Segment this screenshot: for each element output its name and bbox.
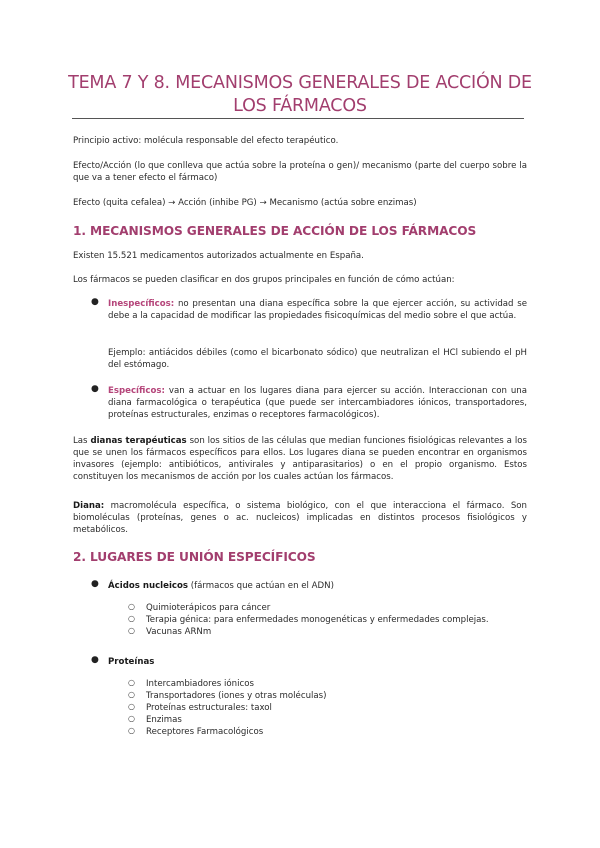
bullet-icon: ● xyxy=(91,579,99,589)
section-1-heading: 1. MECANISMOS GENERALES DE ACCIÓN DE LOS FÁRMACOS xyxy=(73,224,477,238)
principio-activo-text: Principio activo: molécula responsable del efecto terapéutico. xyxy=(73,136,339,146)
title-divider xyxy=(72,118,524,119)
proteinas-item xyxy=(108,656,154,668)
list-item: Terapia génica: para enfermedades monogenéticas y enfermedades complejas. xyxy=(146,615,489,625)
existen-text: Existen 15.521 medicamentos autorizados actualmente en España. xyxy=(73,251,364,261)
especificos-item xyxy=(108,385,527,421)
circle-bullet-icon: ○ xyxy=(128,714,135,723)
efecto-chain-text: Efecto (quita cefalea) → Acción (inhibe PG) → Mecanismo (actúa sobre enzimas) xyxy=(73,198,417,208)
circle-bullet-icon: ○ xyxy=(128,614,135,623)
dianas-body: son los sitios de las células que median funciones fisiológicas relevantes a los que se unen los fármacos específicos para ellos. Los lugares diana se pueden encontrar en organismos invasores (ejemplo: antibióticos, antivirales y antiparasitarios) o en el propio organismo. Estos constituyen los mecanismos de acción por los cuales actúan los fármacos. xyxy=(73,436,527,482)
dianas-bold: dianas terapéuticas xyxy=(90,436,187,446)
especificos-text: van a actuar en los lugares diana para ejercer su acción. Interaccionan con una diana farmacológica o terapéutica (que puede ser intercambiadores iónicos, transportadores, proteínas estructurales, enzimas o receptores farmacológicos). xyxy=(108,386,527,420)
bullet-icon: ● xyxy=(91,655,99,665)
list-item: Proteínas estructurales: taxol xyxy=(146,703,272,713)
inespecificos-text: no presentan una diana específica sobre la que ejercer acción, su actividad se debe a la capacidad de modificar las propiedades fisicoquímicas del medio sobre el que actúa. xyxy=(108,299,528,321)
inespecificos-item xyxy=(108,298,527,322)
efecto-accion-text: Efecto/Acción (lo que conlleva que actúa sobre la proteína o gen)/ mecanismo (parte del cuerpo sobre la que va a tener efecto el fármaco) xyxy=(73,161,527,183)
dianas-terapeuticas-text xyxy=(73,435,527,483)
section-2-heading: 2. LUGARES DE UNIÓN ESPECÍFICOS xyxy=(73,550,316,564)
list-item: Receptores Farmacológicos xyxy=(146,727,264,737)
diana-body: macromolécula específica, o sistema biológico, con el que interacciona el fármaco. Son biomoléculas (proteínas, genes o ac. nucleicos) implicadas en distintos procesos fisiológicos y metabólicos. xyxy=(73,501,527,535)
bullet-icon: ● xyxy=(91,297,99,307)
circle-bullet-icon: ○ xyxy=(128,702,135,711)
especificos-label: Específicos: xyxy=(108,386,165,396)
proteinas-label: Proteínas xyxy=(108,657,155,667)
circle-bullet-icon: ○ xyxy=(128,678,135,687)
acidos-note: (fármacos que actúan en el ADN) xyxy=(188,581,334,591)
page-title: TEMA 7 Y 8. MECANISMOS GENERALES DE ACCIÓN DE LOS FÁRMACOS xyxy=(68,73,532,116)
ejemplo-text: Ejemplo: antiácidos débiles (como el bicarbonato sódico) que neutralizan el HCl subiendo el pH del estómago. xyxy=(108,348,527,370)
list-item: Intercambiadores iónicos xyxy=(146,679,254,689)
acidos-nucleicos-item xyxy=(108,580,334,592)
inespecificos-label: Inespecíficos: xyxy=(108,299,175,309)
clasificar-text: Los fármacos se pueden clasificar en dos grupos principales en función de cómo actúan: xyxy=(73,275,455,285)
list-item: Vacunas ARNm xyxy=(146,627,212,637)
dianas-pre: Las xyxy=(73,436,91,446)
list-item: Quimioterápicos para cáncer xyxy=(146,603,271,613)
circle-bullet-icon: ○ xyxy=(128,602,135,611)
acidos-label: Ácidos nucleicos xyxy=(108,581,189,591)
circle-bullet-icon: ○ xyxy=(128,726,135,735)
list-item: Enzimas xyxy=(146,715,182,725)
bullet-icon: ● xyxy=(91,384,99,394)
list-item: Transportadores (iones y otras moléculas) xyxy=(146,691,327,701)
diana-definition-text xyxy=(73,500,527,536)
circle-bullet-icon: ○ xyxy=(128,626,135,635)
diana-bold: Diana: xyxy=(73,501,105,511)
circle-bullet-icon: ○ xyxy=(128,690,135,699)
